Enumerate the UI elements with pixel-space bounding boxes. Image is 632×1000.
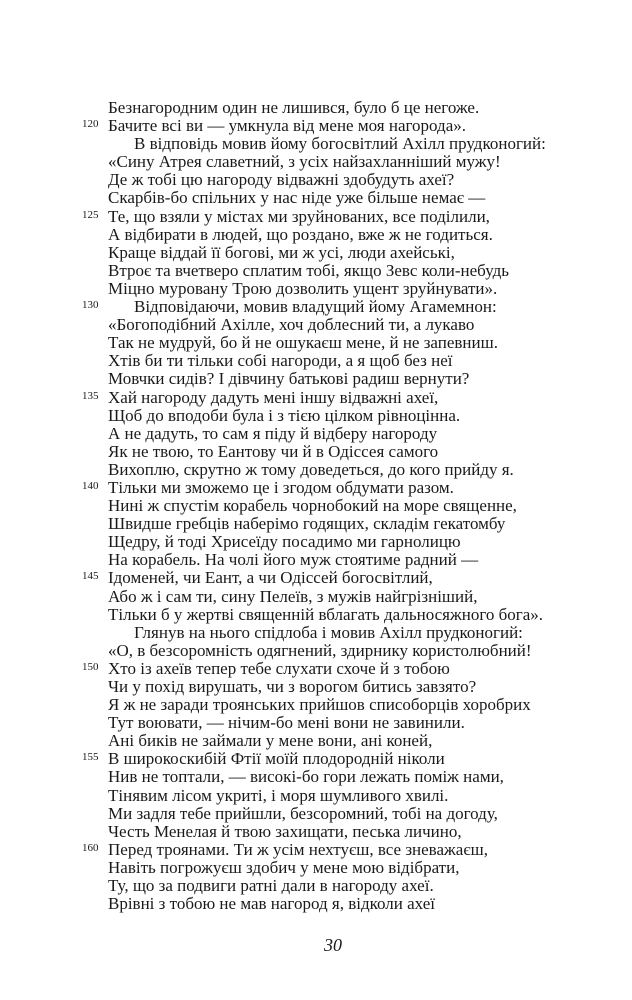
verse-text: Тут воювати, — нічим-бо мені вони не завинили. bbox=[108, 713, 465, 733]
verse-text: «О, в безсоромність одягнений, здирнику користолюбний! bbox=[108, 640, 532, 660]
verse-text: Те, що взяли у містах ми зруйнованих, все поділили, bbox=[108, 206, 490, 226]
verse-text: Глянув на нього спідлоба і мовив Ахілл прудконогий: bbox=[134, 622, 523, 642]
line-number: 150 bbox=[82, 660, 99, 673]
verse-line bbox=[0, 497, 632, 515]
line-number: 120 bbox=[82, 118, 99, 131]
verse-text: Ми задля тебе прийшли, безсоромний, тобі на догоду, bbox=[108, 803, 498, 823]
verse-text: Хай нагороду дадуть мені іншу відважні ахеї, bbox=[108, 387, 439, 407]
verse-text: Тільки б у жертві священній вблагать дальносяжного бога». bbox=[108, 604, 544, 624]
verse-line bbox=[0, 208, 632, 226]
verse-line bbox=[0, 425, 632, 443]
verse-text: Вихоплю, скрутно ж тому доведеться, до кого прийду я. bbox=[108, 459, 514, 479]
verse-text: Чи у похід вирушать, чи з ворогом битись завзято? bbox=[108, 677, 477, 696]
verse-text: Нині ж спустім корабель чорнобокий на море священне, bbox=[108, 496, 517, 516]
verse-text: Нив не топтали, — високі-бо гори лежать поміж нами, bbox=[108, 767, 504, 787]
verse-line bbox=[0, 787, 632, 805]
verse-text: Краще віддай її богові, ми ж усі, люди ахейські, bbox=[108, 242, 455, 262]
verse-line bbox=[0, 389, 632, 407]
verse-line bbox=[0, 334, 632, 352]
line-number: 140 bbox=[82, 479, 99, 492]
verse-line bbox=[0, 859, 632, 877]
verse-line bbox=[0, 226, 632, 244]
verse-text: Ані биків не займали у мене вони, ані коней, bbox=[108, 731, 433, 751]
verse-line bbox=[0, 262, 632, 280]
verse-text: Тінявим лісом укриті, і моря шумливого хвилі. bbox=[108, 785, 449, 805]
verse-line bbox=[0, 805, 632, 823]
verse-line bbox=[0, 895, 632, 913]
verse-line bbox=[0, 533, 632, 551]
verse-line bbox=[0, 606, 632, 624]
verse-text: Хто із ахеїв тепер тебе слухати схоче й з тобою bbox=[108, 658, 450, 678]
verse-text: Хтів би ти тільки собі нагороди, а я щоб без неї bbox=[108, 351, 453, 371]
verse-text: Мовчки сидів? І дівчину батькові радиш вернути? bbox=[108, 369, 470, 389]
verse-text: Честь Менелая й твою захищати, песька личино, bbox=[108, 821, 462, 841]
verse-line bbox=[0, 678, 632, 696]
verse-line bbox=[0, 841, 632, 859]
page-number: 30 bbox=[324, 935, 342, 955]
verse-line bbox=[0, 443, 632, 461]
verse-text: Міцно муровану Трою дозволить ущент зруйнувати». bbox=[108, 278, 498, 298]
verse-line bbox=[0, 244, 632, 262]
verse-line bbox=[0, 569, 632, 587]
verse-line bbox=[0, 696, 632, 714]
verse-line bbox=[0, 316, 632, 334]
verse-line bbox=[0, 117, 632, 135]
verse-text: Скарбів-бо спільних у нас ніде уже більше немає — bbox=[108, 188, 486, 208]
verse-text: Ту, що за подвиги ратні дали в нагороду ахеї. bbox=[108, 876, 434, 896]
verse-text: В широкоскибій Фтії моїй плодородній ніколи bbox=[108, 749, 445, 769]
verse-text: Швидше гребців наберімо годящих, складім гекатомбу bbox=[108, 514, 506, 534]
verse-line bbox=[0, 171, 632, 189]
line-number: 145 bbox=[82, 570, 99, 583]
verse-text: Втроє та вчетверо сплатим тобі, якщо Зевс коли-небудь bbox=[108, 260, 510, 280]
verse-text: Де ж тобі цю нагороду відважні здобудуть ахеї? bbox=[108, 170, 455, 190]
verse-line bbox=[0, 352, 632, 370]
verse-text: Тільки ми зможемо це і згодом обдумати разом. bbox=[108, 477, 454, 497]
line-number: 155 bbox=[82, 751, 99, 764]
verse-text: Відповідаючи, мовив владущий йому Агамемнон: bbox=[134, 297, 497, 317]
verse-line bbox=[0, 877, 632, 895]
line-number: 160 bbox=[82, 841, 99, 854]
verse-text: Навіть погрожуєш здобич у мене мою відібрати, bbox=[108, 857, 460, 877]
verse-line bbox=[0, 624, 632, 642]
verse-text: Або ж і сам ти, сину Пелеїв, з мужів найгрізніший, bbox=[108, 586, 478, 606]
verse-line bbox=[0, 135, 632, 153]
verse-line bbox=[0, 714, 632, 732]
verse-text: Як не твою, то Еантову чи й в Одіссея самого bbox=[108, 441, 439, 461]
verse-line bbox=[0, 298, 632, 316]
verse-text: На корабель. На чолі його муж стоятиме радний — bbox=[108, 550, 479, 570]
verse-text: Щедру, й тоді Хрисеїду посадимо ми гарнолицю bbox=[108, 532, 461, 552]
verse-line bbox=[0, 479, 632, 497]
verse-text: Врівні з тобою не мав нагород я, відколи ахеї bbox=[108, 894, 436, 914]
verse-text: Безнагородним один не лишився, було б це негоже. bbox=[108, 98, 480, 117]
verse-line bbox=[0, 515, 632, 533]
verse-text: «Богоподібний Ахілле, хоч доблесний ти, а лукаво bbox=[108, 315, 475, 335]
verse-text: Бачите всі ви — умкнула від мене моя нагорода». bbox=[108, 116, 466, 136]
verse-line bbox=[0, 407, 632, 425]
verse-text: Щоб до вподоби була і з тією цілком рівноцінна. bbox=[108, 405, 461, 425]
line-number: 125 bbox=[82, 208, 99, 221]
verse-text: А відбирати в людей, що роздано, вже ж не годиться. bbox=[108, 224, 493, 244]
verse-text: «Сину Атрея славетний, з усіх найзахланніший мужу! bbox=[108, 152, 501, 172]
verse-text: Я ж не заради троянських прийшов списоборців хоробрих bbox=[108, 695, 531, 715]
line-number: 130 bbox=[82, 299, 99, 312]
verse-line bbox=[0, 588, 632, 606]
verse-text: А не дадуть, то сам я піду й відберу нагороду bbox=[108, 423, 438, 443]
verse-text: Так не мудруй, бо й не ошукаєш мене, й не запевниш. bbox=[108, 333, 498, 353]
verse-text: Перед троянами. Ти ж усім нехтуєш, все зневажаєш, bbox=[108, 839, 488, 859]
verse-line bbox=[0, 768, 632, 786]
verse-line bbox=[0, 750, 632, 768]
poem-text bbox=[0, 99, 632, 913]
verse-line bbox=[0, 660, 632, 678]
verse-text: В відповідь мовив йому богосвітлий Ахілл прудконогий: bbox=[134, 134, 546, 154]
verse-text: Ідоменей, чи Еант, а чи Одіссей богосвітлий, bbox=[108, 568, 433, 588]
line-number: 135 bbox=[82, 389, 99, 402]
verse-line bbox=[0, 153, 632, 171]
